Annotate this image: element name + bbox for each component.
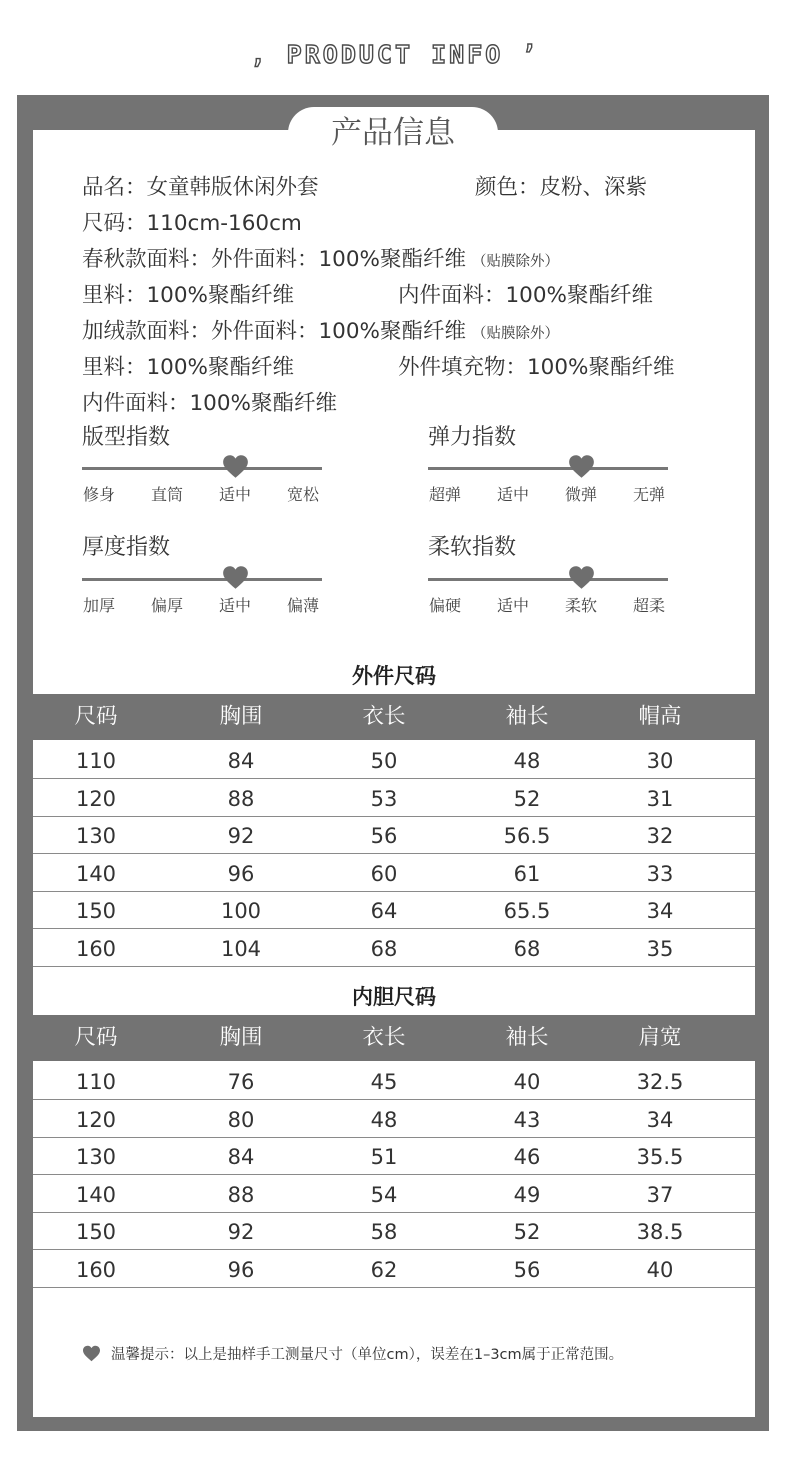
fleece-fabric-text: 加绒款面料：外件面料：100%聚酯纤维 [82,319,466,344]
slider-label: 偏薄 [286,596,320,615]
slider-label: 无弹 [632,485,666,504]
table-cell: 31 [646,786,674,811]
table-cell: 110 [75,749,117,773]
inner-size-title: 内胆尺码 [352,985,436,1009]
table-cell: 51 [370,1145,398,1169]
inner-table-header [33,1015,755,1061]
column-header: 袖长 [505,704,549,729]
heart-icon [568,454,595,479]
table-cell: 58 [370,1220,398,1244]
table-cell: 49 [513,1182,541,1207]
table-row [33,1175,755,1213]
table-cell: 40 [646,1257,674,1282]
slider-label: 偏厚 [150,596,184,615]
table-cell: 96 [227,861,255,886]
table-cell: 56.5 [503,824,551,848]
fleece-fabric-note: （贴膜除外） [471,326,559,342]
table-cell: 80 [227,1107,255,1132]
column-header: 袖长 [505,1025,549,1050]
softness-index-title: 柔软指数 [428,535,517,560]
table-cell: 52 [513,1220,541,1244]
table-cell: 62 [370,1257,398,1282]
slider-track [82,578,322,581]
spring-fabric-note: （贴膜除外） [471,254,559,270]
table-row [33,891,755,929]
table-cell: 130 [75,1145,117,1169]
table-cell: 35.5 [636,1145,684,1169]
heart-icon [222,565,249,590]
column-header: 尺码 [74,1025,118,1050]
slider-label: 适中 [218,596,252,615]
column-header: 胸围 [219,1025,263,1050]
table-cell: 40 [513,1070,541,1094]
table-cell: 120 [75,1107,117,1132]
table-row [33,779,755,817]
table-cell: 38.5 [636,1220,684,1244]
outer-table-header [33,694,755,740]
table-cell: 37 [646,1182,674,1207]
table-cell: 60 [370,861,398,886]
heart-icon [222,454,249,479]
table-row [33,854,755,892]
thickness-index-title: 厚度指数 [82,535,171,560]
table-cell: 88 [227,786,255,811]
heart-icon [568,565,595,590]
spring-fabric-text: 春秋款面料：外件面料：100%聚酯纤维 [82,247,466,272]
table-cell: 104 [220,936,262,961]
slider-label: 超弹 [428,485,462,504]
table-cell: 34 [646,899,674,923]
table-cell: 120 [75,786,117,811]
table-cell: 150 [75,899,117,923]
slider-label: 偏硬 [428,596,462,615]
table-cell: 160 [75,936,117,961]
slider-label: 适中 [218,485,252,504]
table-cell: 48 [370,1107,398,1132]
table-cell: 160 [75,1257,117,1282]
column-header: 衣长 [362,704,406,729]
table-row [33,1062,755,1100]
table-cell: 110 [75,1070,117,1094]
table-cell: 30 [646,749,674,773]
table-cell: 53 [370,786,398,811]
table-row [33,816,755,854]
table-row [33,741,755,779]
slider-label: 修身 [82,485,116,504]
table-cell: 56 [513,1257,541,1282]
fit-index-title: 版型指数 [82,425,171,450]
table-cell: 56 [370,824,398,848]
table-cell: 84 [227,1145,255,1169]
spring-fabric [82,242,559,273]
column-header: 帽高 [638,704,682,729]
product-size-range: 尺码：110cm-160cm [82,211,302,236]
table-cell: 64 [370,899,398,923]
table-cell: 33 [646,861,674,886]
table-cell: 48 [513,749,541,773]
thickness-index-slider [82,571,322,615]
table-cell: 35 [646,936,674,961]
slider-label: 宽松 [286,485,320,504]
fleece-fabric [82,314,559,345]
table-cell: 52 [513,786,541,811]
slider-label: 微弹 [564,485,598,504]
slider-track [428,467,668,470]
table-cell: 50 [370,749,398,773]
table-row [33,929,755,967]
column-header: 衣长 [362,1025,406,1050]
spring-lining: 里料：100%聚酯纤维 [82,283,294,308]
table-cell: 92 [227,1220,255,1244]
table-cell: 34 [646,1107,674,1132]
fleece-filling: 外件填充物：100%聚酯纤维 [398,355,675,380]
table-row [33,1100,755,1138]
table-cell: 100 [220,899,262,923]
elastic-index-slider [428,460,668,504]
slider-label: 直筒 [150,485,184,504]
table-row [33,1212,755,1250]
elastic-index-title: 弹力指数 [428,425,517,450]
table-cell: 130 [75,824,117,848]
table-cell: 68 [370,936,398,961]
table-cell: 140 [75,861,117,886]
slider-label: 柔软 [564,596,598,615]
table-cell: 54 [370,1182,398,1207]
table-row [33,1250,755,1288]
softness-index-slider [428,571,668,615]
heart-icon [82,1345,101,1362]
table-cell: 65.5 [503,899,551,923]
table-cell: 96 [227,1257,255,1282]
measurement-tip-text: 温馨提示：以上是抽样手工测量尺寸（单位cm），误差在1–3cm属于正常范围。 [111,1346,624,1363]
outer-size-title: 外件尺码 [352,664,436,688]
slider-label: 适中 [496,485,530,504]
table-cell: 140 [75,1182,117,1207]
table-cell: 45 [370,1070,398,1094]
product-info-banner: ‚ PRODUCT INFO ’ [250,40,540,69]
fit-index-slider [82,460,322,504]
slider-label: 超柔 [632,596,666,615]
section-tab-product-info: 产品信息 [288,107,498,157]
column-header: 胸围 [219,704,263,729]
slider-label: 加厚 [82,596,116,615]
spring-inner-fabric: 内件面料：100%聚酯纤维 [398,283,653,308]
measurement-tip [82,1342,623,1364]
table-cell: 76 [227,1070,255,1094]
table-cell: 84 [227,749,255,773]
table-cell: 43 [513,1107,541,1132]
column-header: 肩宽 [638,1025,682,1050]
table-cell: 32 [646,824,674,848]
slider-track [82,467,322,470]
table-cell: 46 [513,1145,541,1169]
table-cell: 150 [75,1220,117,1244]
table-cell: 88 [227,1182,255,1207]
product-color: 颜色：皮粉、深紫 [475,175,648,200]
fleece-lining: 里料：100%聚酯纤维 [82,355,294,380]
slider-track [428,578,668,581]
table-cell: 92 [227,824,255,848]
slider-label: 适中 [496,596,530,615]
fleece-inner-fabric: 内件面料：100%聚酯纤维 [82,391,337,416]
table-cell: 68 [513,936,541,961]
table-cell: 32.5 [636,1070,684,1094]
table-row [33,1137,755,1175]
column-header: 尺码 [74,704,118,729]
product-name: 品名：女童韩版休闲外套 [82,175,319,200]
table-cell: 61 [513,861,541,886]
